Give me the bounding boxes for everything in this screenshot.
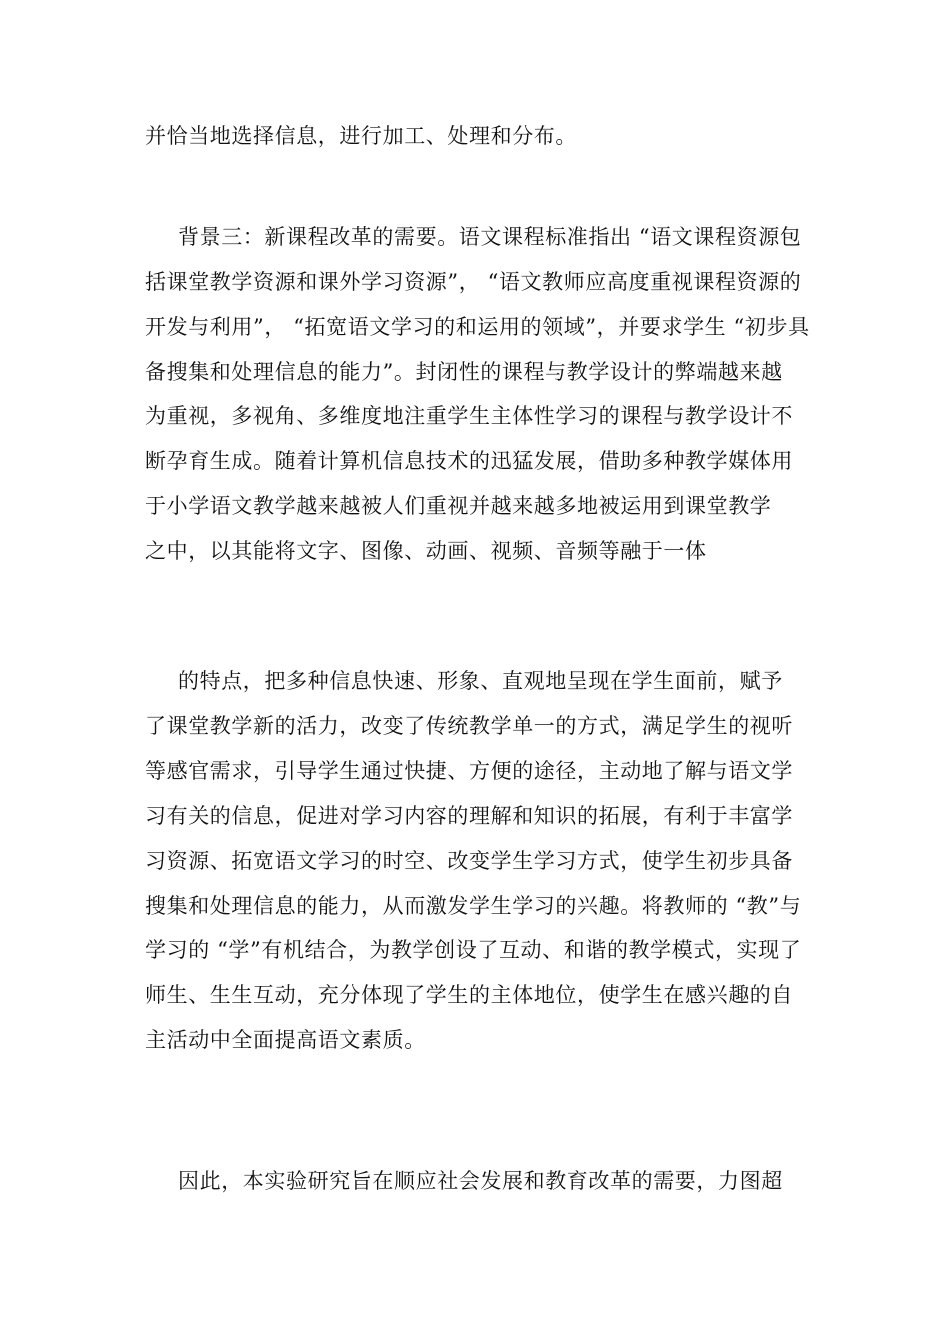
text-line: 背景三：新课程改革的需要。语文课程标准指出 “语文课程资源包 [178, 225, 802, 249]
text-line: 学习的 “学”有机结合，为教学创设了互动、和谐的教学模式，实现了 [145, 938, 802, 962]
text-line: 备搜集和处理信息的能力”。封闭性的课程与教学设计的弊端越来越 [145, 360, 783, 384]
text-line: 于小学语文教学越来越被人们重视并越来越多地被运用到课堂教学 [145, 494, 772, 518]
text-line: 等感官需求，引导学生通过快捷、方便的途径，主动地了解与语文学 [145, 759, 793, 783]
text-line: 了课堂教学新的活力，改变了传统教学单一的方式，满足学生的视听 [145, 714, 793, 738]
text-line [145, 1070, 815, 1100]
text-line: 习资源、拓宽语文学习的时空、改变学生学习方式，使学生初步具备 [145, 849, 793, 873]
text-line: 之中，以其能将文字、图像、动画、视频、音频等融于一体 [145, 539, 707, 563]
text-line: 开发与利用”， “拓宽语文学习的和运用的领域”，并要求学生 “初步具 [145, 315, 810, 339]
text-line: 师生、生生互动，充分体现了学生的主体地位，使学生在感兴趣的自 [145, 983, 793, 1007]
text-line: 搜集和处理信息的能力，从而激发学生学习的兴趣。将教师的 “教”与 [145, 894, 802, 918]
text-line: 断孕育生成。随着计算机信息技术的迅猛发展，借助多种教学媒体用 [145, 449, 793, 473]
text-line: 因此，本实验研究旨在顺应社会发展和教育改革的需要，力图超 [178, 1169, 783, 1193]
text-line: 主活动中全面提高语文素质。 [145, 1028, 426, 1052]
text-line: 并恰当地选择信息，进行加工、处理和分布。 [145, 124, 577, 148]
text-line: 习有关的信息，促进对学习内容的理解和知识的拓展，有利于丰富学 [145, 804, 793, 828]
text-line: 的特点，把多种信息快速、形象、直观地呈现在学生面前，赋予 [178, 669, 783, 693]
text-line: 为重视，多视角、多维度地注重学生主体性学习的课程与教学设计不 [145, 404, 793, 428]
text-line: 括课堂教学资源和课外学习资源”， “语文教师应高度重视课程资源的 [145, 270, 802, 294]
